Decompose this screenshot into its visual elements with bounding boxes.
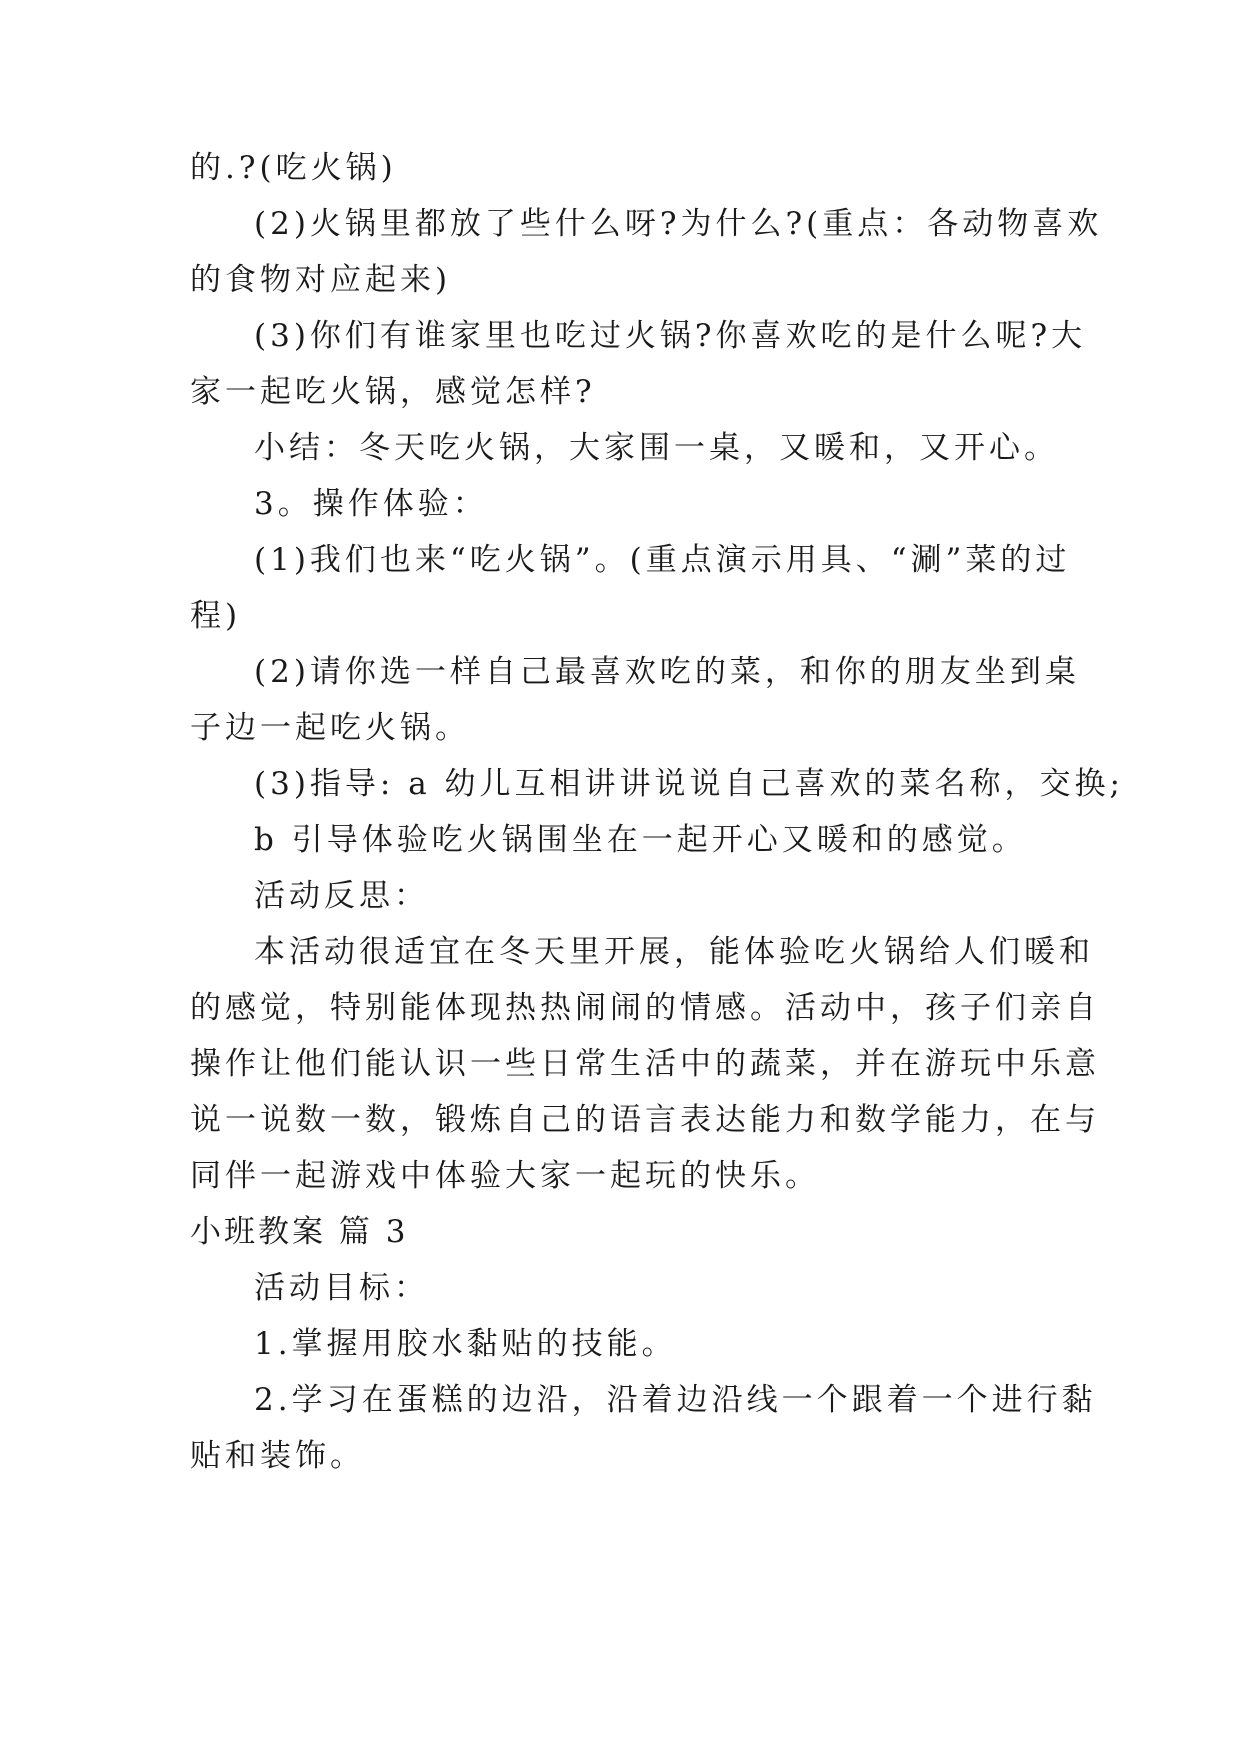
- text-line: (2)请你选一样自己最喜欢吃的菜，和你的朋友坐到桌: [254, 654, 1080, 690]
- text-line: 的.?(吃火锅): [190, 150, 397, 186]
- text-line: 贴和装饰。: [190, 1438, 365, 1474]
- text-line: 子边一起吃火锅。: [190, 710, 470, 746]
- text-line: 说一说数一数，锻炼自己的语言表达能力和数学能力，在与: [190, 1102, 1100, 1138]
- section-heading: 小班教案 篇 3: [190, 1214, 409, 1250]
- text-line: 的食物对应起来): [190, 262, 452, 298]
- text-line: b 引导体验吃火锅围坐在一起开心又暖和的感觉。: [254, 822, 1027, 858]
- text-line: (2)火锅里都放了些什么呀?为什么?(重点：各动物喜欢: [254, 206, 1103, 242]
- text-line: (3)你们有谁家里也吃过火锅?你喜欢吃的是什么呢?大: [254, 318, 1087, 354]
- text-line: 活动反思：: [254, 878, 429, 914]
- text-line: 3。操作体验：: [254, 486, 488, 522]
- text-line: (3)指导: a 幼儿互相讲讲说说自己喜欢的菜名称，交换;: [254, 766, 1124, 802]
- text-line: 操作让他们能认识一些日常生活中的蔬菜，并在游玩中乐意: [190, 1046, 1100, 1082]
- text-line: 同伴一起游戏中体验大家一起玩的快乐。: [190, 1158, 820, 1194]
- text-line: 家一起吃火锅，感觉怎样?: [190, 374, 596, 410]
- text-line: 2.学习在蛋糕的边沿，沿着边沿线一个跟着一个进行黏: [254, 1382, 1097, 1418]
- text-line: 本活动很适宜在冬天里开展，能体验吃火锅给人们暖和: [254, 934, 1094, 970]
- text-line: 1.掌握用胶水黏贴的技能。: [254, 1326, 677, 1362]
- text-line: 小结：冬天吃火锅，大家围一桌，又暖和，又开心。: [254, 430, 1059, 466]
- text-line: 活动目标：: [254, 1270, 429, 1306]
- text-line: (1)我们也来“吃火锅”。(重点演示用具、“涮”菜的过: [254, 542, 1071, 578]
- text-line: 的感觉，特别能体现热热闹闹的情感。活动中，孩子们亲自: [190, 990, 1100, 1026]
- text-line: 程): [190, 598, 242, 634]
